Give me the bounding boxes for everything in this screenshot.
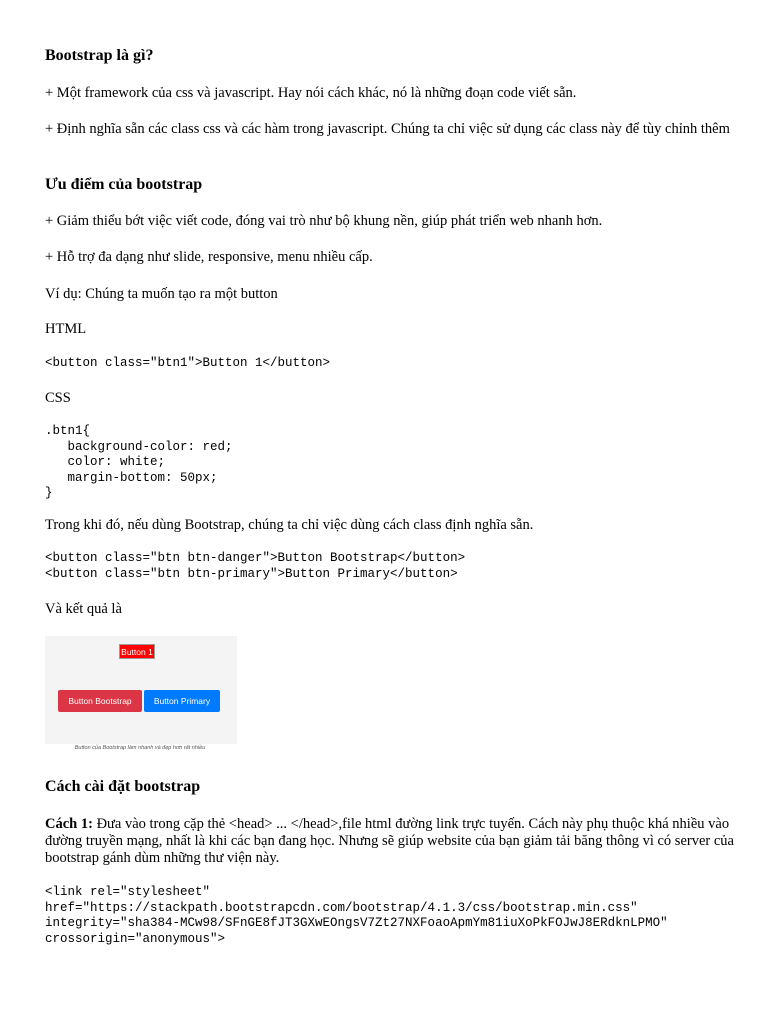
- paragraph-example: Ví dụ: Chúng ta muốn tạo ra một button: [45, 286, 278, 302]
- paragraph-method-1: [45, 816, 735, 867]
- paragraph-reduce-code: + Giảm thiểu bớt việc viết code, đóng vai trò như bộ khung nền, giúp phát triển web nhanh hơn.: [45, 213, 603, 229]
- button-primary-preview: Button Primary: [144, 690, 220, 712]
- figure-caption: Button của Bootstrap làm nhanh và đẹp hơn rất nhiều: [74, 745, 206, 751]
- code-html-button: <button class="btn1">Button 1</button>: [45, 356, 331, 370]
- result-screenshot-figure: [45, 636, 237, 744]
- paragraph-framework: + Một framework của css và javascript. Hay nói cách khác, nó là những đoạn code viết sẵn.: [45, 85, 577, 101]
- method-1-label: Cách 1:: [45, 816, 93, 832]
- code-link-stylesheet: <link rel="stylesheet" href="https://stackpath.bootstrapcdn.com/bootstrap/4.1.3/css/bootstrap.min.css" integrity="sha384-MCw98/SFnGE8fJT3GXwEOngsV7Zt27NXFoaoApmYm81iuXoPkFOJwJ8ERdknLPMO" crossorigin="anonymous">: [45, 885, 668, 946]
- code-css-btn1: .btn1{ background-color: red; color: white; margin-bottom: 50px; }: [45, 424, 233, 500]
- label-result: Và kết quả là: [45, 601, 122, 617]
- button-1-preview: Button 1: [119, 644, 155, 659]
- code-bootstrap-buttons: <button class="btn btn-danger">Button Bootstrap</button> <button class="btn btn-primary">Button Primary</button>: [45, 551, 466, 581]
- button-bootstrap-preview: Button Bootstrap: [58, 690, 142, 712]
- label-css: CSS: [45, 390, 71, 406]
- paragraph-support-features: + Hỗ trợ đa dạng như slide, responsive, menu nhiều cấp.: [45, 249, 373, 265]
- label-html: HTML: [45, 321, 87, 337]
- paragraph-bootstrap-intro: Trong khi đó, nếu dùng Bootstrap, chúng ta chỉ việc dùng cách class định nghĩa sẵn.: [45, 517, 534, 533]
- method-1-text: Đưa vào trong cặp thẻ <head> ... </head>,file html đường link trực tuyến. Cách này phụ thuộc khá nhiều vào đường truyền mạng, nhất là khi các bạn đang học. Nhưng sẽ giúp website của bạn giảm tải băng thông vì có server của bootstrap gánh dùm những thư viện này.: [45, 816, 734, 866]
- heading-install-bootstrap: Cách cài đặt bootstrap: [45, 778, 201, 795]
- heading-advantages: Ưu điểm của bootstrap: [45, 176, 203, 193]
- heading-what-is-bootstrap: Bootstrap là gì?: [45, 47, 154, 64]
- paragraph-predefined-classes: + Định nghĩa sẵn các class css và các hàm trong javascript. Chúng ta chỉ việc sử dụng các class này để tùy chỉnh thêm: [45, 121, 730, 137]
